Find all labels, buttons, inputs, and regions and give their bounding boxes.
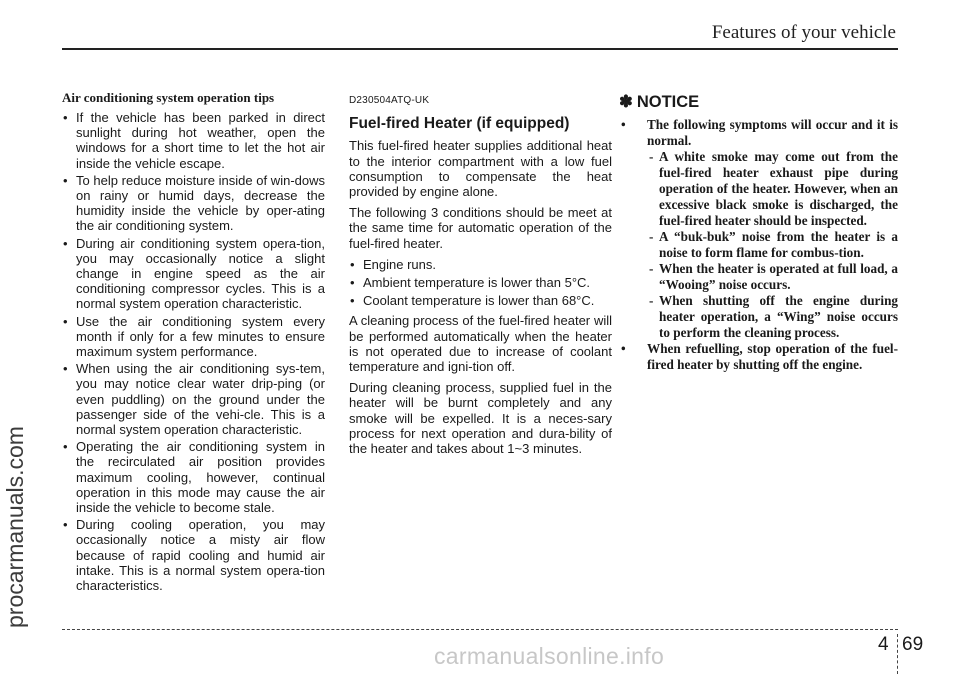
list-item: - When shutting off the engine during heater operation, a “Wing” noise occurs to perform the cleaning process. [619,293,898,341]
list-item: • Engine runs. [349,257,612,272]
fuel-heater-heading: Fuel-fired Heater (if equipped) [349,115,570,133]
page-divider [897,634,898,674]
header-title: Features of your vehicle [711,22,896,43]
header-rule [62,48,898,50]
notice-sublist [619,149,898,341]
notice-bullet-text: The following symptoms will occur and it is normal. [647,117,898,148]
list-item: • When using the air conditioning sys-tem, you may notice clear water drip-ping (or even puddling) on the ground under the passenger side of the vehi-cle. This is a normal system operation characteristic. [62,361,325,437]
list-item: • During air conditioning system opera-tion, you may occasionally notice a slight change in engine speed as the air conditioning compressor cycles. This is a normal system operation characteristic. [62,236,325,312]
footer-watermark: carmanualsonline.info [434,643,665,669]
notice-sublist-wrap [619,149,898,341]
notice-title-text: NOTICE [636,93,700,111]
notice-list [619,117,898,373]
section-code: D230504ATQ-UK [349,95,430,106]
list-item: • Coolant temperature is lower than 68°C. [349,293,612,308]
conditions-list [349,257,612,309]
paragraph: The following 3 conditions should be meet at the same time for automatic operation of the fuel-fired heater. [349,205,612,251]
paragraph: A cleaning process of the fuel-fired heater will be performed automatically when the heater is not operated due to increase of coolant temperature and igni-tion off. [349,313,612,375]
column-ac-tips [62,90,325,595]
list-item: • When refuelling, stop operation of the fuel-fired heater by shutting off the engine. [619,341,898,373]
list-item: • During cooling operation, you may occasionally notice a misty air flow because of rapid cooling and humid air intake. This is a normal system opera-tion characteristics. [62,517,325,593]
ac-tips-list [62,110,325,593]
list-item: • To help reduce moisture inside of win-dows on rainy or humid days, decrease the humidity inside the vehicle by oper-ating the air conditioning system. [62,173,325,234]
list-item [619,117,898,341]
notice-box [619,90,898,373]
ac-tips-title: Air conditioning system operation tips [62,90,275,105]
paragraph: During cleaning process, supplied fuel in the heater will be burnt completely and any smoke will be expelled. It is a neces-sary process for next operation and dura-bility of the heater and takes about 1~3 minutes. [349,380,612,457]
side-watermark: procarmanuals.com [2,426,28,628]
list-item: • Operating the air conditioning system in the recirculated air position provides maximum cooling, however, continual operation in this mode may cause the air inside the vehicle to become stale. [62,439,325,515]
list-item: • If the vehicle has been parked in direct sunlight during hot weather, open the windows for a short time to let the hot air inside the vehicle escape. [62,110,325,171]
notice-star-icon: ✽ [619,93,633,111]
list-item: - When the heater is operated at full load, a “Wooing” noise occurs. [619,261,898,293]
list-item: • Ambient temperature is lower than 5°C. [349,275,612,290]
column-fuel-heater [349,90,612,462]
list-item: - A “buk-buk” noise from the heater is a noise to form flame for combus-tion. [619,229,898,261]
paragraph: This fuel-fired heater supplies additional heat to the interior compartment with a low fuel consumption to compensate the heat provided by engine alone. [349,138,612,200]
list-item: • Use the air conditioning system every month if only for a few minutes to ensure maximum system performance. [62,314,325,360]
page-section-number: 4 [878,634,889,655]
list-item: - A white smoke may come out from the fuel-fired heater exhaust pipe during operation of the heater. However, when an excessive black smoke is discharged, the fuel-fired heater should be inspected. [619,149,898,229]
notice-title [619,92,898,112]
footer-rule [62,629,898,630]
page-number: 69 [902,634,924,655]
